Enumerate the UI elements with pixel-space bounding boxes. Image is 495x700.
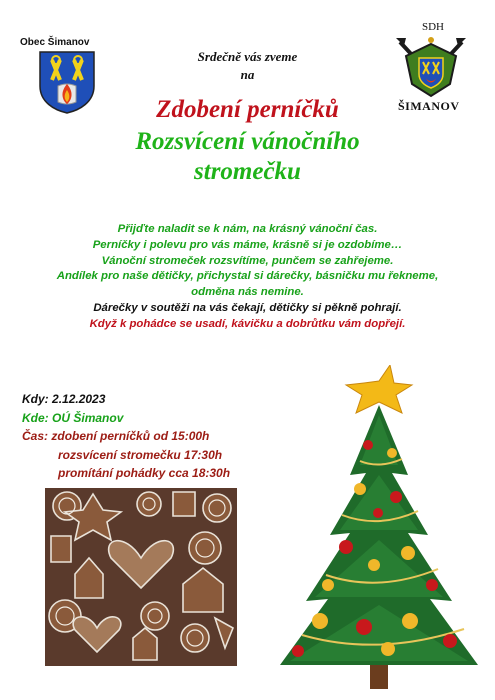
- gingerbread-cookies-photo: [45, 488, 237, 666]
- title-tree-line-2: stromečku: [194, 158, 301, 185]
- when-row: [22, 390, 230, 409]
- fire-brigade-emblem: [394, 34, 468, 100]
- time-item: rozsvícení stromečku 17:30h: [58, 447, 223, 462]
- event-details: [22, 390, 230, 483]
- intro-line-2: na: [240, 67, 255, 82]
- title-tree-line-1: Rozsvícení vánočního: [135, 128, 360, 155]
- christmas-tree-illustration: [268, 365, 490, 695]
- fire-brigade-place: ŠIMANOV: [398, 99, 460, 113]
- poem-line: Když k pohádce se usadí, kávičku a dobrůtku vám dopřejí.: [89, 317, 406, 330]
- fire-brigade-abbrev: SDH: [422, 21, 445, 33]
- when-label: Kdy:: [22, 392, 49, 406]
- poem-line: Vánoční stromeček rozsvítíme, punčem se zahřejeme.: [101, 254, 394, 267]
- invitation-poem: [10, 222, 485, 333]
- title-tree-lighting: [70, 127, 425, 187]
- title-cookie-decorating: Zdobení perníčků: [156, 96, 339, 123]
- time-item: promítání pohádky cca 18:30h: [58, 466, 231, 480]
- poem-line: Perníčky i polevu pro vás máme, krásně si je ozdobíme…: [92, 238, 403, 251]
- municipality-name: Obec Šimanov: [20, 37, 90, 48]
- where-value: OÚ Šimanov: [52, 410, 124, 425]
- time-item: zdobení perníčků od 15:00h: [51, 429, 210, 443]
- time-row: [22, 427, 230, 446]
- time-label: Čas:: [22, 429, 49, 443]
- where-row: [22, 409, 230, 428]
- intro-line-1: Srdečně vás zveme: [197, 49, 298, 64]
- where-label: Kde:: [22, 410, 49, 425]
- poem-line: Přijďte naladit se k nám, na krásný vánoční čas.: [117, 223, 378, 235]
- municipality-crest: [38, 50, 96, 114]
- when-value: 2.12.2023: [52, 392, 106, 406]
- poem-line: Andílek pro naše dětičky, přichystal si dárečky, básničku mu řekneme,: [56, 270, 439, 283]
- invitation-intro: [140, 48, 355, 84]
- poem-line: odměna nás nemine.: [191, 286, 304, 299]
- poem-line: Dárečky v soutěži na vás čekají, dětičky si pěkně pohrají.: [93, 301, 402, 314]
